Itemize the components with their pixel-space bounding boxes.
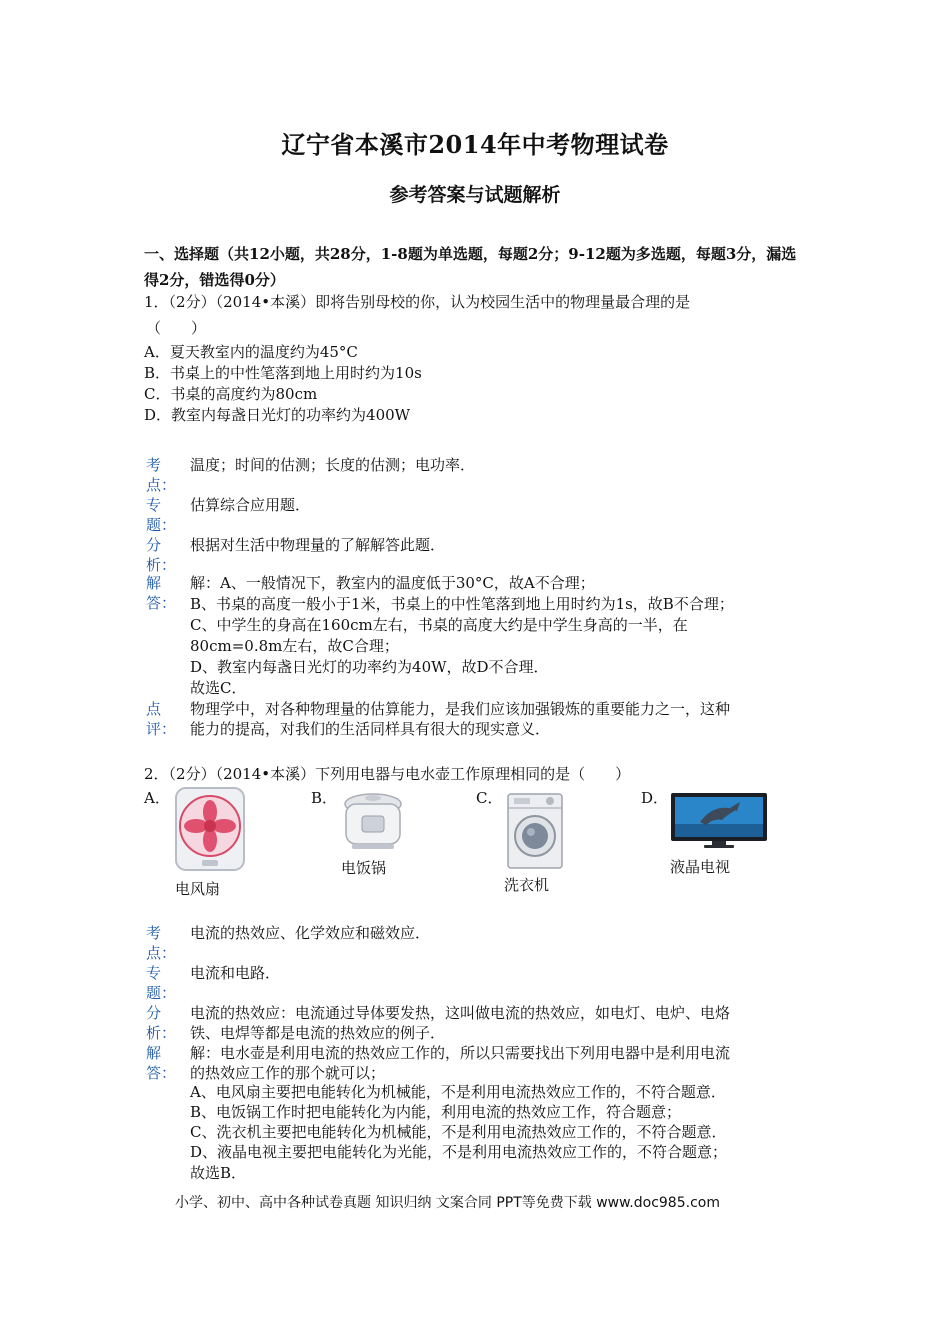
q1-label-fenxi-1: 分 [146, 536, 162, 554]
q1-label-kaodian-1: 考 [146, 456, 162, 474]
q2-option-a-caption: 电风扇 [175, 880, 221, 898]
q2-jieda-line-1: 解：电水壶是利用电流的热效应工作的，所以只需要找出下列用电器中是利用电流 [190, 1044, 731, 1062]
q2-option-c-caption: 洗衣机 [504, 876, 550, 894]
q2-label-zhuanti-1: 专 [146, 964, 162, 982]
q1-jieda-line-3: C、中学生的身高在160cm左右，书桌的高度大约是中学生身高的一半，在 [190, 616, 688, 634]
q2-zhuanti: 电流和电路． [190, 964, 281, 982]
q2-fenxi-line-1: 电流的热效应：电流通过导体要发热，这叫做电流的热效应，如电灯、电炉、电烙 [190, 1004, 731, 1022]
q2-label-jieda-2: 答： [146, 1064, 177, 1082]
q2-label-jieda-1: 解 [146, 1044, 162, 1062]
q1-zhuanti: 估算综合应用题． [190, 496, 311, 514]
q1-jieda-line-6: 故选C． [190, 679, 247, 697]
q2-label-zhuanti-2: 题： [146, 984, 177, 1002]
q2-jieda-line-2: 的热效应工作的那个就可以； [190, 1064, 386, 1082]
q1-label-dianping-2: 评： [146, 720, 177, 738]
section-heading: 一、选择题（共12小题，共28分，1-8题为单选题，每题2分；9-12题为多选题，每题3分，漏选得2分，错选得0分） [144, 245, 797, 289]
q1-label-jieda-1: 解 [146, 574, 162, 592]
q2-jieda-line-6: D、液晶电视主要把电能转化为光能，不是利用电流热效应工作的，不符合题意； [190, 1143, 728, 1161]
q2-fenxi-line-2: 铁、电焊等都是电流的热效应的例子． [190, 1024, 446, 1042]
electric-fan-image [172, 786, 248, 874]
washing-machine-image [506, 792, 564, 870]
q2-jieda-line-4: B、电饭锅工作时把电能转化为内能，利用电流的热效应工作，符合题意； [190, 1103, 682, 1121]
page-footer: 小学、初中、高中各种试卷真题 知识归纳 文案合同 PPT等免费下载 www.doc985.com [175, 1195, 720, 1211]
rice-cooker-image [340, 790, 406, 852]
q2-option-d-caption: 液晶电视 [670, 858, 731, 876]
q1-label-kaodian-2: 点： [146, 476, 177, 494]
q1-jieda-line-2: B、书桌的高度一般小于1米，书桌上的中性笔落到地上用时约为1s，故B不合理； [190, 595, 734, 613]
q1-option-c: C．书桌的高度约为80cm [144, 385, 318, 403]
q1-label-fenxi-2: 析： [146, 556, 177, 574]
q1-option-b: B．书桌上的中性笔落到地上用时约为10s [144, 364, 422, 382]
q1-label-jieda-2: 答： [146, 594, 177, 612]
q2-option-b-caption: 电饭锅 [341, 859, 387, 877]
q1-option-d: D．教室内每盏日光灯的功率约为400W [144, 406, 411, 424]
q2-kaodian: 电流的热效应、化学效应和磁效应． [190, 924, 431, 942]
q2-option-d-letter: D． [641, 789, 669, 807]
q2-jieda-line-7: 故选B． [190, 1164, 247, 1182]
q1-label-zhuanti-1: 专 [146, 496, 162, 514]
q2-option-a-letter: A． [144, 789, 170, 807]
q2-jieda-line-3: A、电风扇主要把电能转化为机械能，不是利用电流热效应工作的，不符合题意． [190, 1083, 726, 1101]
q1-label-zhuanti-2: 题： [146, 516, 177, 534]
q2-jieda-line-5: C、洗衣机主要把电能转化为机械能，不是利用电流热效应工作的，不符合题意． [190, 1123, 727, 1141]
q2-label-fenxi-2: 析： [146, 1024, 177, 1042]
q1-fenxi: 根据对生活中物理量的了解解答此题． [190, 536, 446, 554]
q1-dianping-line-1: 物理学中，对各种物理量的估算能力，是我们应该加强锻炼的重要能力之一，这种 [190, 700, 731, 718]
q1-option-a: A．夏天教室内的温度约为45°C [144, 343, 358, 361]
page-subtitle: 参考答案与试题解析 [389, 184, 561, 206]
q1-stem: 1．（2分）（2014•本溪）即将告别母校的你，认为校园生活中的物理量最合理的是 [144, 293, 691, 311]
q2-label-kaodian-2: 点： [146, 944, 177, 962]
q2-label-kaodian-1: 考 [146, 924, 162, 942]
q2-stem: 2．（2分）（2014•本溪）下列用电器与电水壶工作原理相同的是（ ） [144, 765, 631, 783]
q2-option-b-letter: B． [311, 789, 338, 807]
q2-option-c-letter: C． [476, 789, 503, 807]
q1-jieda-line-1: 解：A、一般情况下，教室内的温度低于30°C，故A不合理； [190, 574, 595, 592]
q2-label-fenxi-1: 分 [146, 1004, 162, 1022]
lcd-tv-image [670, 792, 768, 848]
q1-label-dianping-1: 点 [146, 700, 162, 718]
page-title: 辽宁省本溪市2014年中考物理试卷 [281, 130, 669, 159]
q1-jieda-line-5: D、教室内每盏日光灯的功率约为40W，故D不合理． [190, 658, 549, 676]
q1-dianping-line-2: 能力的提高，对我们的生活同样具有很大的现实意义． [190, 720, 551, 738]
q1-kaodian: 温度；时间的估测；长度的估测；电功率． [190, 456, 476, 474]
q1-answer-paren: （ ） [146, 319, 207, 337]
q1-jieda-line-4: 80cm=0.8m左右，故C合理； [190, 637, 399, 655]
